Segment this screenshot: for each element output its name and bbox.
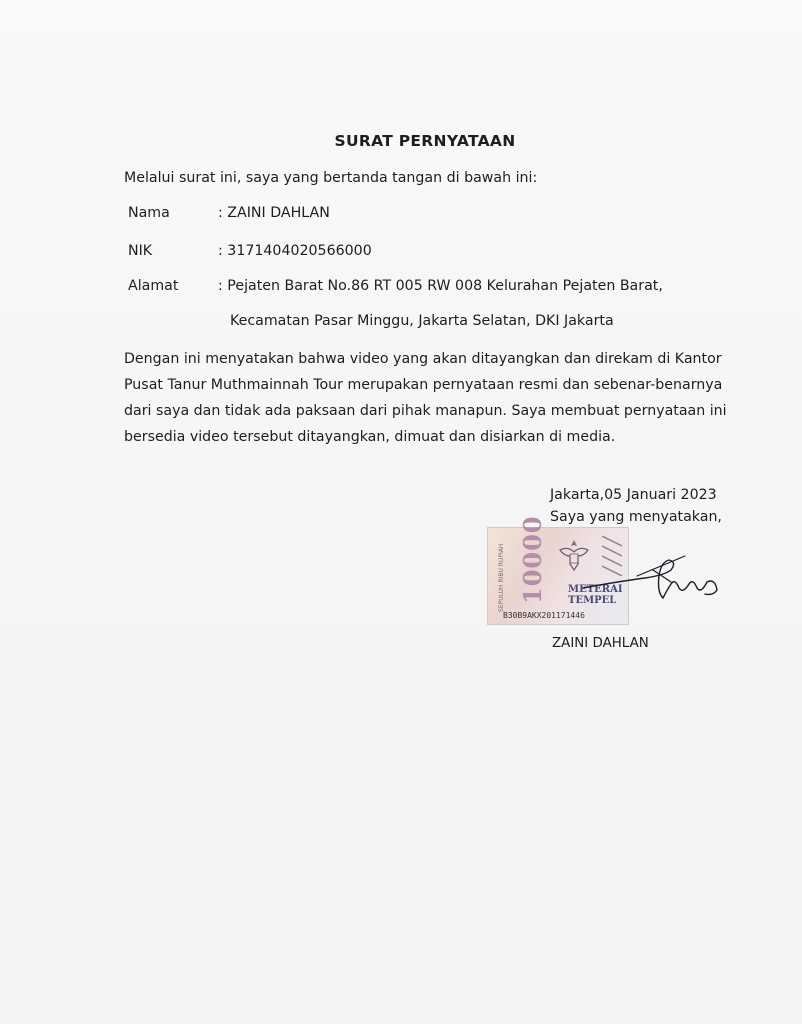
closing-text: Saya yang menyatakan, <box>550 509 722 525</box>
statement-line: dari saya dan tidak ada paksaan dari pihak manapun. Saya membuat pernyataan ini <box>124 403 727 419</box>
statement-line: bersedia video tersebut ditayangkan, dimuat dan disiarkan di media. <box>124 429 616 445</box>
stamp-word-meterai: METERAI <box>568 584 623 595</box>
field-label-nik: NIK <box>128 243 153 259</box>
document-title: SURAT PERNYATAAN <box>334 132 516 150</box>
date-place: Jakarta,05 Januari 2023 <box>550 487 717 503</box>
stamp-side-text: SEPULUH RIBU RUPIAH <box>498 543 505 612</box>
intro-text: Melalui surat ini, saya yang bertanda tangan di bawah ini: <box>124 170 538 186</box>
signature-mark <box>575 548 725 610</box>
statement-line: Dengan ini menyatakan bahwa video yang akan ditayangkan dan direkam di Kantor <box>124 351 722 367</box>
field-value-nik: : 3171404020566000 <box>218 243 372 259</box>
field-value-nama: : ZAINI DAHLAN <box>218 205 330 221</box>
stamp-serial: B30B9AKX201171446 <box>503 611 585 620</box>
signer-name: ZAINI DAHLAN <box>552 636 649 651</box>
address-line-2: Kecamatan Pasar Minggu, Jakarta Selatan, DKI Jakarta <box>230 313 614 329</box>
statement-body <box>124 346 727 450</box>
field-value-alamat: : Pejaten Barat No.86 RT 005 RW 008 Kelurahan Pejaten Barat, <box>218 278 663 294</box>
statement-line: Pusat Tanur Muthmainnah Tour merupakan pernyataan resmi dan sebenar-benarnya <box>124 377 723 393</box>
field-label-alamat: Alamat <box>128 278 179 294</box>
field-label-nama: Nama <box>128 205 170 221</box>
stamp-value: 10000 <box>518 515 547 604</box>
stamp-word-tempel: TEMPEL <box>568 595 617 606</box>
